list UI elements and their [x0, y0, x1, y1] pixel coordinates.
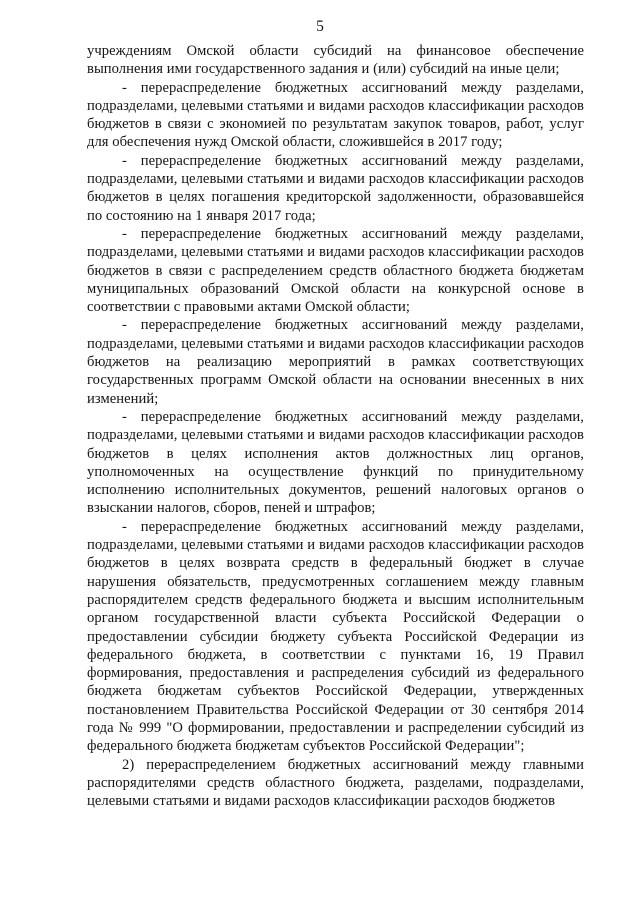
paragraph-item-savings: - перераспределение бюджетных ассигнований между разделами, подразделами, целевыми статьями и видами расходов классификации расходов бюджетов в связи с экономией по результатам закупок товаров, работ, услуг для обеспечения нужд Омской области, сложившейся в 2017 году;: [87, 79, 584, 151]
paragraph-item-programs: - перераспределение бюджетных ассигнований между разделами, подразделами, целевыми статьями и видами расходов классификации расходов бюджетов на реализацию мероприятий в рамках соответствующих государственных программ Омской области на основании внесенных в них изменений;: [87, 317, 584, 407]
paragraph-item-federal-return: - перераспределение бюджетных ассигнований между разделами, подразделами, целевыми статьями и видами расходов классификации расходов бюджетов в целях возврата средств в федеральный бюджет в случае нарушения обязательств, предусмотренных соглашением между главным распорядителем средств федерального бюджета и высшим исполнительным органом государственной власти субъекта Российской Федерации о предоставлении субсидии бюджету субъекта Российской Федерации из федерального бюджета, в соответствии с пунктами 16, 19 Правил формирования, предоставления и распределения субсидий из федерального бюджета бюджетам субъектов Российской Федерации, утвержденных постановлением Правительства Российской Федерации от 30 сентября 2014 года № 999 "О формировании, предоставлении и распределении субсидий из федерального бюджета бюджетам субъектов Российской Федерации";: [87, 518, 584, 755]
body-text: [87, 42, 584, 810]
paragraph-continuation: учреждениям Омской области субсидий на финансовое обеспечение выполнения ими государственного задания и (или) субсидий на иные цели;: [87, 43, 584, 78]
paragraph-item-competition: - перераспределение бюджетных ассигнований между разделами, подразделами, целевыми статьями и видами расходов классификации расходов бюджетов в связи с распределением средств областного бюджета бюджетам муниципальных образований Омской области на конкурсной основе в соответствии с правовыми актами Омской области;: [87, 225, 584, 316]
page-number: 5: [316, 18, 324, 35]
paragraph-item-enforcement: - перераспределение бюджетных ассигнований между разделами, подразделами, целевыми статьями и видами расходов классификации расходов бюджетов в целях исполнения актов должностных лиц органов, уполномоченных на осуществление функций по принудительному исполнению исполнительных документов, решений налоговых органов о взыскании налогов, сборов, пеней и штрафов;: [87, 408, 584, 517]
paragraph-point-2: 2) перераспределением бюджетных ассигнований между главными распорядителями средств областного бюджета, разделами, подразделами, целевыми статьями и видами расходов классификации расходов бюджетов: [87, 756, 584, 810]
paragraph-item-debt: - перераспределение бюджетных ассигнований между разделами, подразделами, целевыми статьями и видами расходов классификации расходов бюджетов в целях погашения кредиторской задолженности, образовавшейся по состоянию на 1 января 2017 года;: [87, 152, 584, 224]
